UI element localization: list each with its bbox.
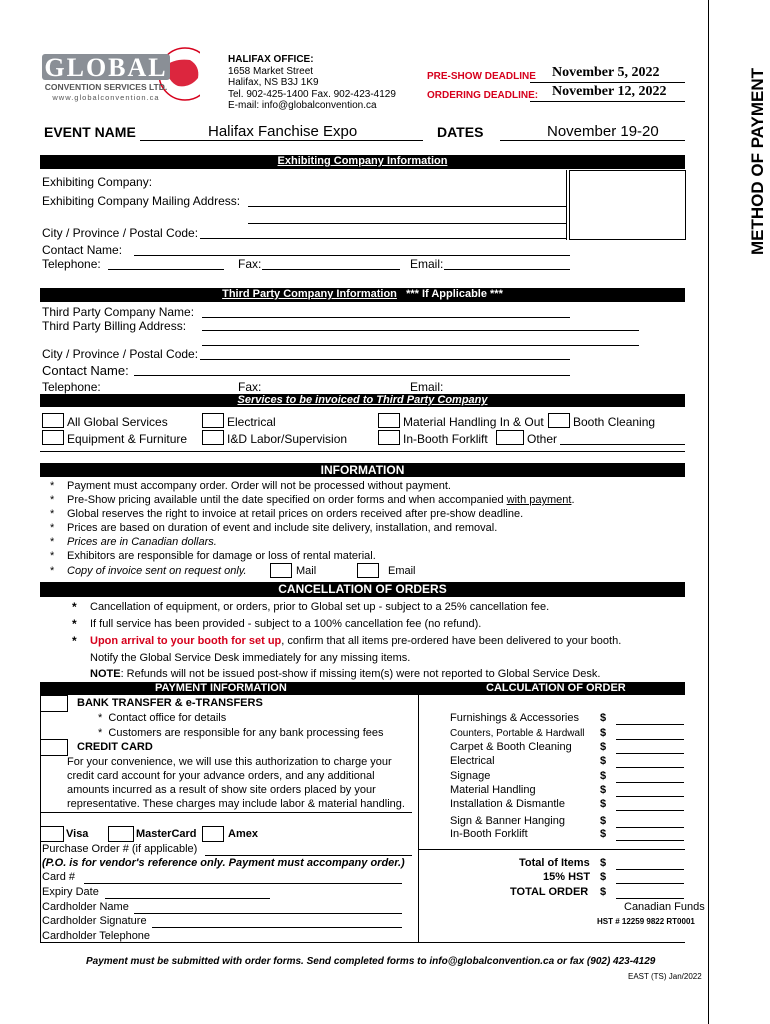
calc-amount-field[interactable]: [616, 724, 684, 725]
expiry-field[interactable]: [105, 898, 270, 899]
method-of-payment-title: METHOD OF PAYMENT: [748, 67, 767, 255]
cancel-bullet: *: [72, 600, 77, 614]
credit-text-line: credit card account for your advance orders, and any additional: [67, 770, 375, 782]
calc-amount-field[interactable]: [616, 810, 684, 811]
svg-text:www.globalconvention.ca: www.globalconvention.ca: [52, 93, 160, 102]
dollar-sign: $: [600, 712, 607, 724]
hst-label: 15% HST: [543, 871, 591, 883]
mail-label: Mail: [296, 565, 317, 577]
other-service-field[interactable]: [560, 444, 685, 445]
hst-number: HST # 12259 9822 RT0001: [597, 917, 695, 926]
mailing-address-field-2[interactable]: [248, 223, 566, 224]
dollar-sign: $: [600, 828, 607, 840]
card-number-field[interactable]: [84, 883, 402, 884]
exhibiting-email-field[interactable]: [444, 269, 570, 270]
third-party-header: [40, 288, 685, 302]
info-item: Copy of invoice sent on request only.: [67, 565, 247, 577]
checkbox-material-handling[interactable]: [378, 413, 400, 428]
checkbox-bank-transfer[interactable]: [40, 695, 68, 712]
amex-label: Amex: [228, 828, 258, 840]
cancel-item: If full service has been provided - subject to a 100% cancellation fee (no refund).: [90, 618, 482, 630]
credit-text-line: representative. These charges may include labor & material handling.: [67, 798, 405, 810]
calc-item-label: Sign & Banner Hanging: [450, 815, 565, 827]
footer-code: EAST (TS) Jan/2022: [628, 972, 702, 981]
footer-submit-text: Payment must be submitted with order forms. Send completed forms to info@globalconvention.ca or fax (902) 423-4129: [86, 956, 656, 967]
cancel-bullet: *: [72, 634, 77, 648]
checkbox-mastercard[interactable]: [108, 826, 134, 842]
checkbox-credit-card[interactable]: [40, 739, 68, 756]
dollar-sign: $: [600, 798, 607, 810]
total-items-label: Total of Items: [519, 857, 590, 869]
third-party-name-label: Third Party Company Name:: [42, 305, 195, 319]
calc-amount-field[interactable]: [616, 739, 684, 740]
exhibiting-email-label: Email:: [410, 257, 444, 271]
cardholder-name-field[interactable]: [134, 913, 402, 914]
third-party-telephone-label: Telephone:: [42, 380, 101, 394]
service-label: Equipment & Furniture: [67, 432, 188, 446]
service-label: Material Handling In & Out: [403, 415, 544, 429]
info-bullet: *: [50, 508, 55, 520]
po-field[interactable]: [205, 855, 412, 856]
bank-transfer-label: BANK TRANSFER & e-TRANSFERS: [77, 697, 263, 709]
calc-item-label: Electrical: [450, 755, 495, 767]
company-logo: [40, 44, 200, 104]
service-label: Booth Cleaning: [573, 415, 656, 429]
info-item: Pre-Show pricing available until the date specified on order forms and when accompanied with payment.: [67, 494, 575, 506]
cancel-bullet: *: [72, 617, 77, 631]
event-name-label: EVENT NAME: [44, 124, 136, 140]
hst-field[interactable]: [616, 883, 684, 884]
exhibiting-company-label: Exhibiting Company:: [42, 175, 153, 189]
office-street: 1658 Market Street: [228, 66, 314, 77]
third-party-contact-field[interactable]: [134, 375, 570, 376]
mailing-address-field[interactable]: [248, 206, 566, 207]
po-note: (P.O. is for vendor's reference only. Payment must accompany order.): [42, 857, 405, 869]
credit-text-line: For your convenience, we will use this authorization to charge your: [67, 756, 392, 768]
payment-info-header: PAYMENT INFORMATION: [155, 682, 287, 694]
service-label: I&D Labor/Supervision: [227, 432, 348, 446]
service-label: All Global Services: [67, 415, 168, 429]
dollar-sign: $: [600, 741, 607, 753]
credit-card-label: CREDIT CARD: [77, 741, 153, 753]
info-item: Exhibitors are responsible for damage or loss of rental material.: [67, 550, 376, 562]
cancel-notify: Notify the Global Service Desk immediately for any missing items.: [90, 652, 411, 664]
checkbox-invoice-mail[interactable]: [270, 563, 292, 578]
calc-item-label: In-Booth Forklift: [450, 828, 528, 840]
information-header: INFORMATION: [40, 463, 685, 477]
services-header: Services to be invoiced to Third Party Company: [40, 394, 685, 407]
third-party-applicable: *** If Applicable ***: [406, 288, 503, 300]
info-item: Prices are based on duration of event and include site delivery, installation, and removal.: [67, 522, 498, 534]
exhibiting-fax-label: Fax:: [238, 257, 262, 271]
cancel-note: NOTE: Refunds will not be issued post-show if missing item(s) were not reported to Global Service Desk.: [90, 668, 601, 680]
credit-text-line: amounts incurred as a result of show site orders placed by your: [67, 784, 376, 796]
third-party-email-label: Email:: [410, 380, 444, 394]
calc-amount-field[interactable]: [616, 753, 684, 754]
info-item: Payment must accompany order. Order will not be processed without payment.: [67, 480, 451, 492]
checkbox-in-booth-forklift[interactable]: [378, 430, 400, 445]
calc-item-label: Signage: [450, 770, 491, 782]
dates-label: DATES: [437, 124, 484, 140]
ordering-deadline-date: November 12, 2022: [552, 84, 667, 99]
info-bullet: *: [50, 480, 55, 492]
ordering-deadline-label: ORDERING DEADLINE:: [427, 90, 539, 101]
dollar-sign: $: [600, 871, 607, 883]
third-party-billing-label: Third Party Billing Address:: [42, 319, 187, 333]
canadian-funds: Canadian Funds: [624, 901, 705, 913]
calc-item-label: Material Handling: [450, 784, 536, 796]
side-divider: [708, 0, 709, 1024]
svg-text:CONVENTION SERVICES LTD.: CONVENTION SERVICES LTD.: [44, 82, 168, 92]
calc-amount-field[interactable]: [616, 827, 684, 828]
cancel-item: Cancellation of equipment, or orders, prior to Global set up - subject to a 25% cancellation fee.: [90, 601, 550, 613]
info-bullet: *: [50, 536, 55, 548]
checkbox-id-labor[interactable]: [202, 430, 224, 445]
service-label: Electrical: [227, 415, 276, 429]
bank-item: * Customers are responsible for any bank processing fees: [98, 727, 384, 739]
event-name: Halifax Fanchise Expo: [208, 123, 358, 140]
dollar-sign: $: [600, 784, 607, 796]
preshow-deadline-label: PRE-SHOW DEADLINE: [427, 71, 536, 82]
payment-bottom-border: [40, 942, 685, 943]
exhibiting-telephone-field[interactable]: [108, 269, 224, 270]
info-bullet: *: [50, 565, 55, 577]
mastercard-label: MasterCard: [136, 828, 197, 840]
third-party-billing-field[interactable]: [202, 330, 639, 331]
third-party-billing-field-2[interactable]: [202, 345, 639, 346]
mailing-address-label: Exhibiting Company Mailing Address:: [42, 194, 241, 208]
checkbox-other[interactable]: [496, 430, 524, 445]
info-bullet: *: [50, 550, 55, 562]
po-label: Purchase Order # (if applicable): [42, 843, 198, 855]
payment-left-border: [40, 695, 41, 942]
section-divider: [418, 695, 419, 942]
booth-number-field[interactable]: [569, 170, 686, 240]
third-party-city-field[interactable]: [200, 359, 570, 360]
dollar-sign: $: [600, 770, 607, 782]
office-phones: Tel. 902-425-1400 Fax. 902-423-4129: [228, 89, 396, 100]
service-label: Other: [527, 432, 558, 446]
checkbox-all-global-services[interactable]: [42, 413, 64, 428]
visa-label: Visa: [66, 828, 89, 840]
calc-amount-field[interactable]: [616, 840, 684, 841]
third-party-fax-label: Fax:: [238, 380, 262, 394]
info-bullet: *: [50, 522, 55, 534]
total-order-label: TOTAL ORDER: [510, 886, 589, 898]
info-item: Global reserves the right to invoice at retail prices on orders received after pre-show deadline.: [67, 508, 524, 520]
preshow-deadline-date: November 5, 2022: [552, 65, 660, 80]
totals-divider: [418, 849, 685, 850]
checkbox-invoice-email[interactable]: [357, 563, 379, 578]
total-items-field[interactable]: [616, 869, 684, 870]
office-title: HALIFAX OFFICE:: [228, 54, 314, 65]
cardholder-telephone-label: Cardholder Telephone: [42, 930, 151, 942]
checkbox-visa[interactable]: [40, 826, 64, 842]
bank-item: * Contact office for details: [98, 712, 227, 724]
calculation-header: CALCULATION OF ORDER: [486, 682, 626, 694]
arrival-red-text: Upon arrival to your booth for set up: [90, 635, 282, 647]
cardholder-signature-label: Cardholder Signature: [42, 915, 147, 927]
calc-amount-field[interactable]: [616, 782, 684, 783]
cardholder-name-label: Cardholder Name: [42, 901, 129, 913]
event-dates: November 19-20: [547, 123, 659, 140]
third-party-name-field[interactable]: [202, 317, 570, 318]
checkbox-booth-cleaning[interactable]: [548, 413, 570, 428]
dollar-sign: $: [600, 815, 607, 827]
calc-amount-field[interactable]: [616, 796, 684, 797]
total-order-field[interactable]: [616, 898, 684, 899]
dollar-sign: $: [600, 755, 607, 767]
calc-amount-field[interactable]: [616, 767, 684, 768]
calc-item-label: Furnishings & Accessories: [450, 712, 579, 724]
dollar-sign: $: [600, 886, 607, 898]
exhibiting-telephone-label: Telephone:: [42, 257, 101, 271]
office-city: Halifax, NS B3J 1K9: [228, 77, 319, 88]
info-bullet: *: [50, 494, 55, 506]
globe-logo-icon: [40, 44, 200, 104]
expiry-label: Expiry Date: [42, 886, 99, 898]
third-party-header-text: Third Party Company Information: [222, 288, 397, 300]
calc-item-label: Carpet & Booth Cleaning: [450, 741, 572, 753]
card-number-label: Card #: [42, 871, 76, 883]
exhibiting-fax-field[interactable]: [262, 269, 400, 270]
third-party-contact-label: Contact Name:: [42, 363, 129, 378]
info-item: Prices are in Canadian dollars.: [67, 536, 217, 548]
email-label: Email: [388, 565, 416, 577]
calc-item-label: Counters, Portable & Hardwall: [450, 728, 585, 739]
cardholder-signature-field[interactable]: [152, 927, 402, 928]
calc-item-label: Installation & Dismantle: [450, 798, 565, 810]
checkbox-equipment-furniture[interactable]: [42, 430, 64, 445]
svg-text:GLOBAL: GLOBAL: [44, 53, 168, 82]
exhibiting-header: Exhibiting Company Information: [40, 155, 685, 169]
exhibiting-city-label: City / Province / Postal Code:: [42, 226, 199, 240]
office-email: E-mail: info@globalconvention.ca: [228, 100, 377, 111]
cancel-item: Upon arrival to your booth for set up, confirm that all items pre-ordered have been delivered to your booth.: [90, 635, 622, 647]
checkbox-amex[interactable]: [202, 826, 224, 842]
checkbox-electrical[interactable]: [202, 413, 224, 428]
with-payment-text: with payment: [506, 494, 572, 506]
dollar-sign: $: [600, 857, 607, 869]
third-party-city-label: City / Province / Postal Code:: [42, 347, 199, 361]
cancellation-header: CANCELLATION OF ORDERS: [40, 582, 685, 597]
exhibiting-contact-field[interactable]: [134, 255, 570, 256]
exhibiting-contact-label: Contact Name:: [42, 243, 123, 257]
exhibiting-city-field[interactable]: [200, 238, 566, 239]
dollar-sign: $: [600, 727, 607, 739]
service-label: In-Booth Forklift: [403, 432, 488, 446]
